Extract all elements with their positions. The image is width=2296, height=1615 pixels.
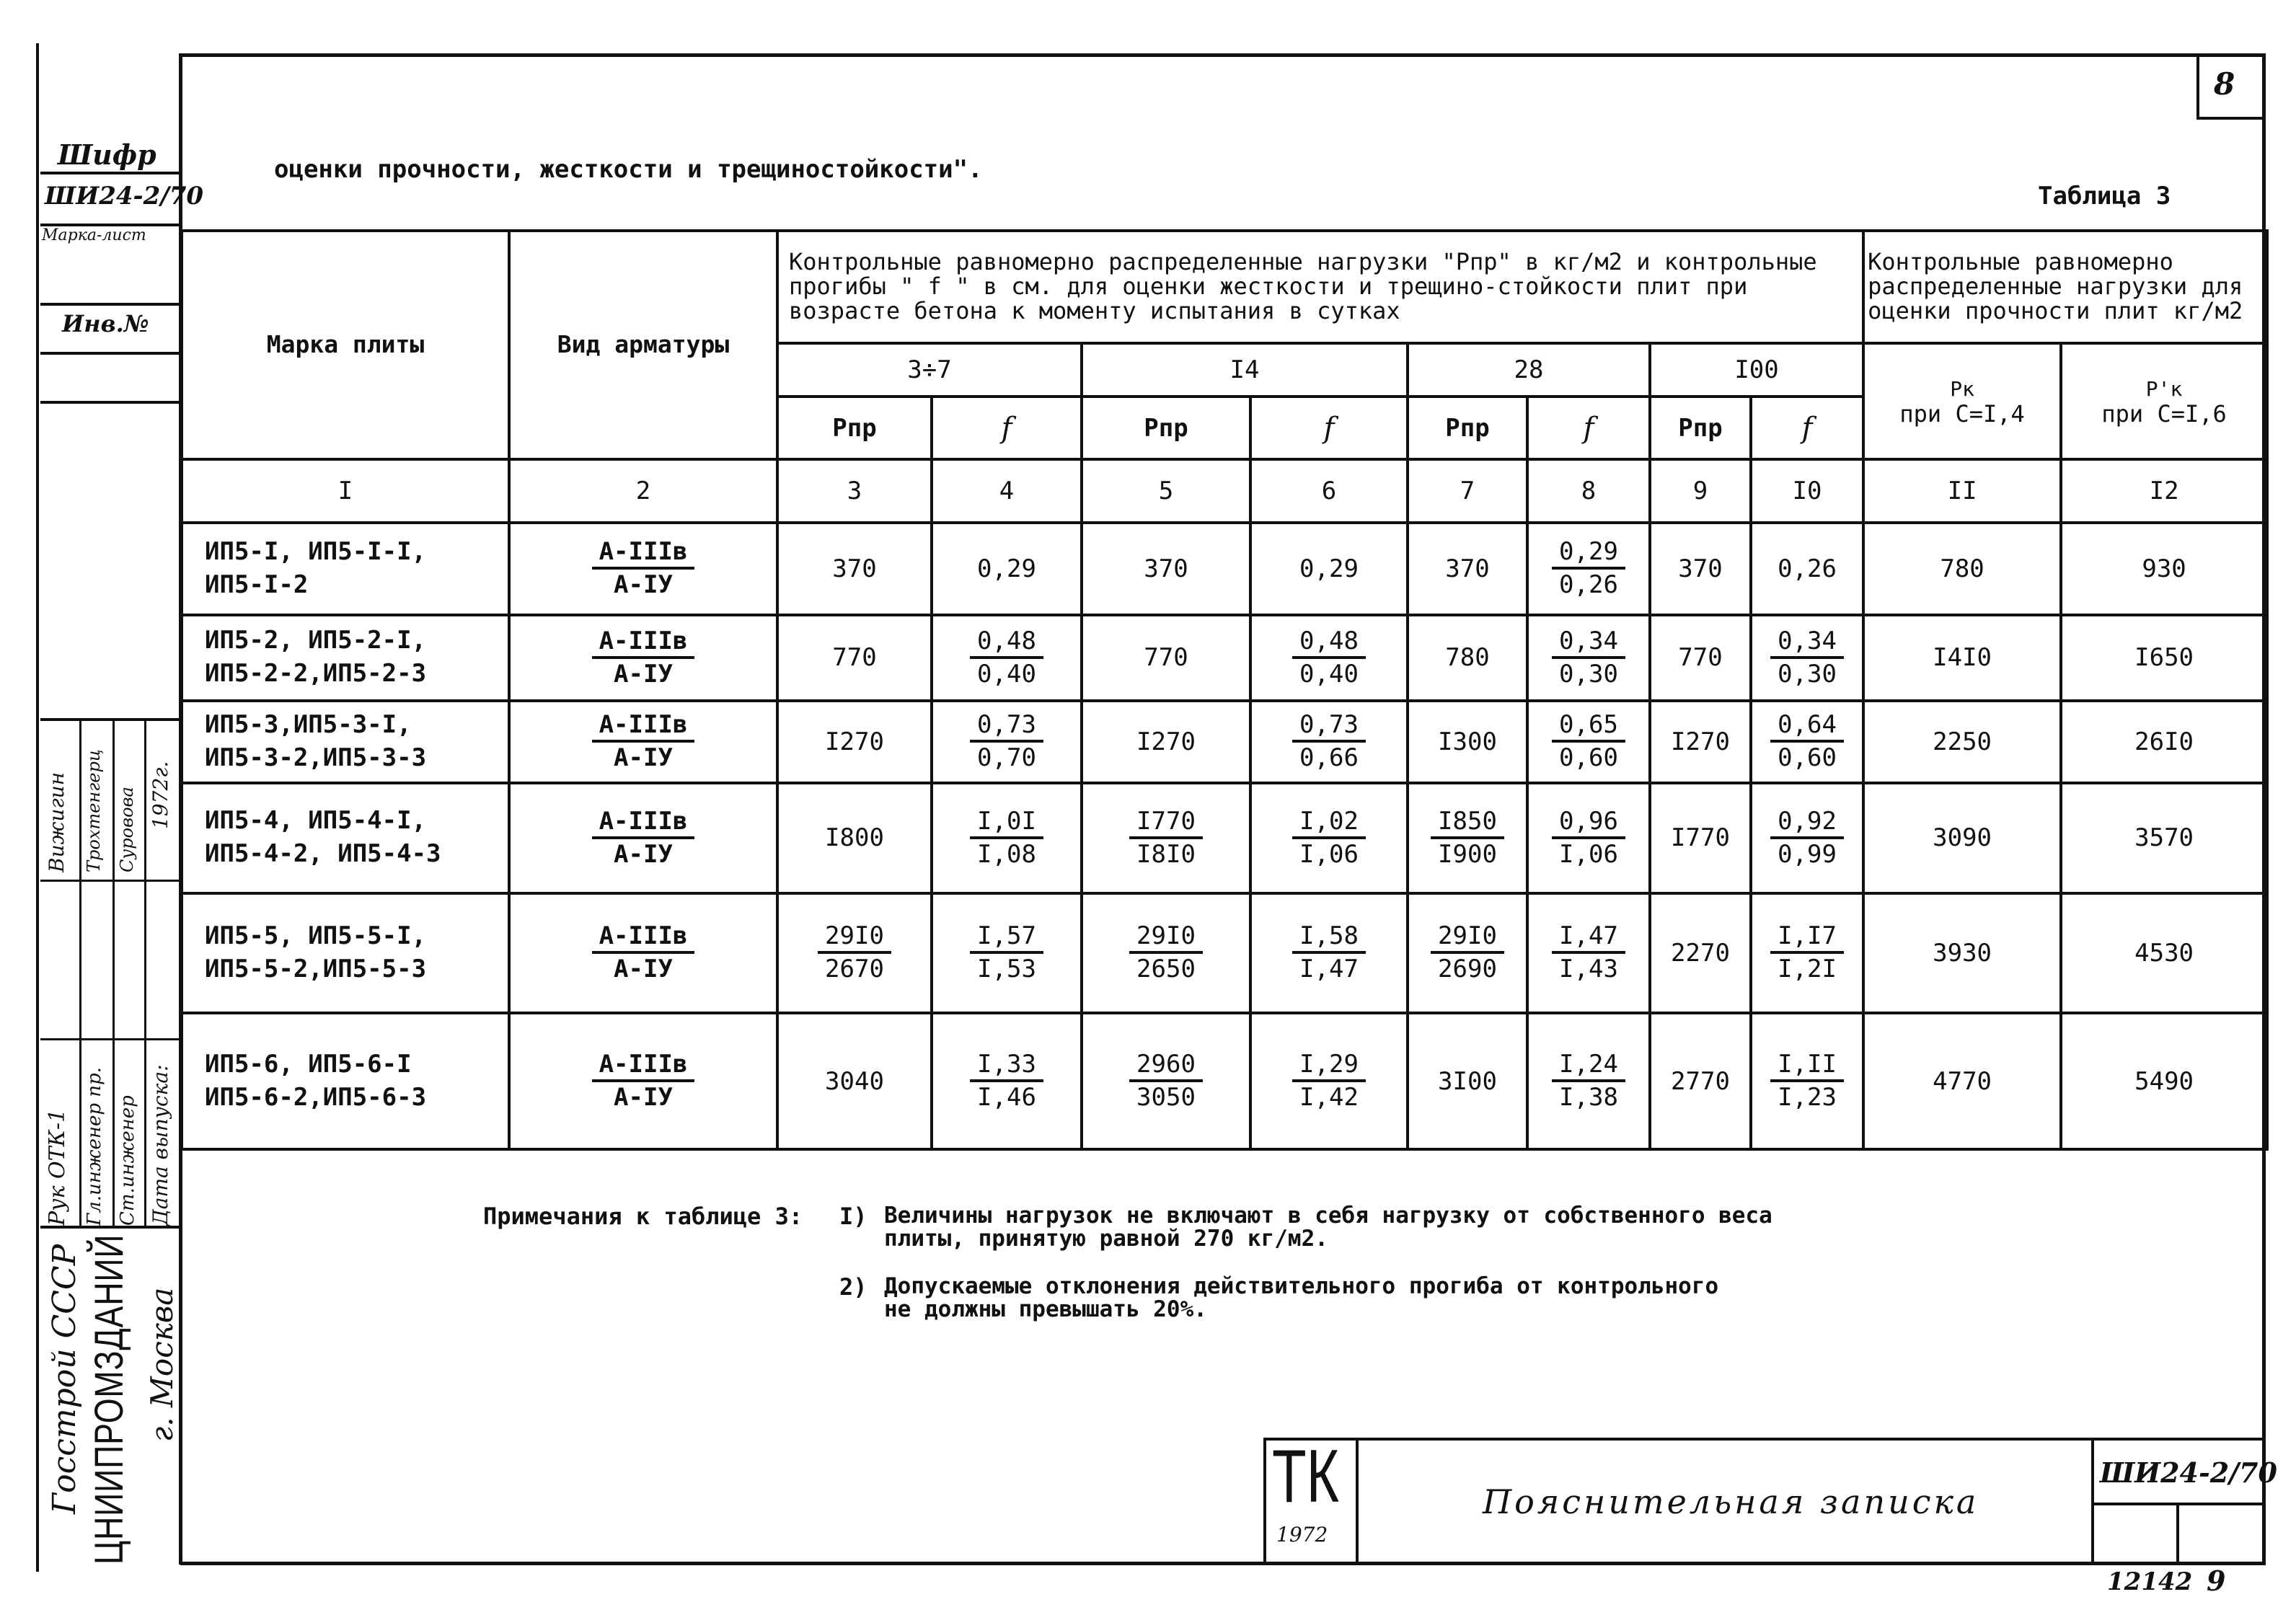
value: 770 [832, 643, 877, 673]
age-28: 28 [1408, 343, 1650, 397]
outer-frame-bottom [180, 1562, 2266, 1565]
value-top: 0,65 [1552, 710, 1625, 743]
value-cell [932, 701, 1082, 783]
armature-type: А-IIIв [592, 1050, 695, 1082]
armature-type: А-IУ [614, 659, 673, 689]
value: 0,29 [1299, 554, 1359, 583]
value: 770 [1144, 643, 1188, 673]
armature-type: А-IIIв [592, 807, 695, 839]
value-cell [1408, 893, 1527, 1013]
value-cell [1751, 615, 1863, 700]
col-number: II [1863, 459, 2061, 522]
sub-f: f [1250, 397, 1408, 459]
plate-mark-cell [182, 615, 509, 700]
value-cell [1082, 523, 1250, 616]
armature-cell [509, 1013, 777, 1149]
value: 4770 [1933, 1066, 1992, 1096]
value-cell [1527, 615, 1650, 700]
value-bottom: 2690 [1438, 955, 1497, 984]
armature-type: А-IУ [614, 1082, 673, 1112]
col-number: 2 [509, 459, 777, 522]
plate-mark: ИП5-I-2 [205, 570, 309, 599]
col-number: 3 [777, 459, 932, 522]
age-14: I4 [1082, 343, 1408, 397]
plate-mark-cell [182, 1013, 509, 1149]
value-cell [2061, 893, 2267, 1013]
value-cell [777, 783, 932, 894]
signer-name: Вижигин [45, 771, 69, 872]
plate-mark: ИП5-2, ИП5-2-I, [205, 626, 427, 655]
tk-year: 1972 [1276, 1523, 1328, 1547]
table-row [182, 701, 2267, 783]
release-date-label: Дата выпуска: [149, 1064, 172, 1226]
shifr-value: ШИ24-2/70 [45, 182, 204, 211]
value-cell [1250, 1013, 1408, 1149]
value: 4530 [2134, 939, 2194, 968]
value-bottom: 0,70 [977, 743, 1036, 772]
value-cell [1863, 523, 2061, 616]
signer-name: Суровова [117, 787, 137, 872]
value: I270 [1671, 727, 1730, 756]
header-mark: Марка плиты [182, 231, 509, 459]
value-cell [1863, 893, 2061, 1013]
plate-mark: ИП5-4-2, ИП5-4-3 [205, 839, 441, 869]
document-code: ШИ24-2/70 [2100, 1456, 2277, 1489]
armature-cell [509, 701, 777, 783]
value: 370 [1445, 554, 1490, 583]
value-bottom: 0,66 [1299, 743, 1359, 772]
value-top: I,02 [1292, 807, 1366, 839]
table-row [182, 615, 2267, 700]
tk-mark: ТК [1272, 1435, 1340, 1518]
armature-cell [509, 615, 777, 700]
archive-number: 12142 [2107, 1567, 2193, 1596]
value-cell [1408, 523, 1527, 616]
note-line: Допускаемые отклонения действительного прогиба от контрольного [884, 1273, 1719, 1299]
plate-mark-cell [182, 701, 509, 783]
value-top: 0,48 [1292, 627, 1366, 659]
value-cell [1650, 615, 1751, 700]
title-block-divider [2091, 1438, 2094, 1565]
value: 930 [2142, 554, 2186, 583]
value-bottom: 0,40 [977, 659, 1036, 689]
release-year: 1972г. [149, 761, 172, 829]
value: 370 [1144, 554, 1188, 583]
sub-p: Рпр [1650, 397, 1751, 459]
sheet-number: 8 [2214, 66, 2235, 102]
value-top: I,57 [970, 921, 1043, 954]
sub-f: f [1751, 397, 1863, 459]
value-bottom: I,42 [1299, 1082, 1359, 1112]
value-cell [1863, 701, 2061, 783]
value: I800 [825, 823, 884, 853]
signer-name: Трохтенгерц [84, 749, 104, 872]
value-cell [1082, 701, 1250, 783]
value: 3570 [2134, 823, 2194, 853]
value-top: 0,73 [970, 710, 1043, 743]
value-top: 2960 [1129, 1050, 1203, 1082]
value-top: 29I0 [818, 921, 891, 954]
value-bottom: 0,30 [1778, 659, 1837, 689]
control-loads-table [180, 229, 2269, 1151]
value-cell [1250, 523, 1408, 616]
org-ministry: Госстрой СССР [46, 1244, 83, 1514]
sheet-box-bottom [2196, 117, 2266, 120]
sub-f: f [1527, 397, 1650, 459]
value: 3090 [1933, 823, 1992, 853]
plate-mark: ИП5-3,ИП5-3-I, [205, 709, 412, 739]
value-bottom: 0,40 [1299, 659, 1359, 689]
armature-type: А-IIIв [592, 710, 695, 743]
stamp-line [40, 1038, 180, 1040]
outer-frame-top [180, 53, 2266, 57]
value-top: I,29 [1292, 1050, 1366, 1082]
value-cell [1527, 783, 1650, 894]
value-top: I,58 [1292, 921, 1366, 954]
value-cell [1863, 1013, 2061, 1149]
value-cell [1650, 893, 1751, 1013]
value: 2250 [1933, 727, 1992, 756]
value-bottom: I,43 [1559, 955, 1618, 984]
value-cell [1751, 701, 1863, 783]
value-cell [1527, 701, 1650, 783]
value-cell [1751, 893, 1863, 1013]
value-bottom: I,06 [1559, 839, 1618, 869]
value-bottom: I,53 [977, 955, 1036, 984]
value-cell [1250, 783, 1408, 894]
value-cell [1082, 615, 1250, 700]
value-cell [2061, 783, 2267, 894]
value-bottom: I,38 [1559, 1082, 1618, 1112]
armature-type: А-IУ [614, 743, 673, 772]
value-cell [932, 783, 1082, 894]
value: 770 [1678, 643, 1723, 673]
table-row [182, 523, 2267, 616]
value-top: 29I0 [1431, 921, 1504, 954]
value: I270 [1136, 727, 1196, 756]
signature-role: Гл.инженер пр. [84, 1067, 105, 1226]
value-cell [777, 1013, 932, 1149]
armature-cell [509, 893, 777, 1013]
table-row [182, 783, 2267, 894]
value-cell [2061, 1013, 2267, 1149]
armature-type: А-IIIв [592, 921, 695, 954]
title-block-top [1265, 1438, 2266, 1441]
value-bottom: I,23 [1778, 1082, 1837, 1112]
value-cell [2061, 523, 2267, 616]
note-number: I) [839, 1203, 867, 1230]
value: 370 [1678, 554, 1723, 583]
document-title: Пояснительная записка [1483, 1482, 1979, 1521]
table-row [182, 893, 2267, 1013]
plate-mark-cell [182, 523, 509, 616]
value-bottom: I,08 [977, 839, 1036, 869]
value-cell [777, 701, 932, 783]
value: 3I00 [1438, 1066, 1497, 1096]
col-number: 8 [1527, 459, 1650, 522]
sub-p: Рпр [777, 397, 932, 459]
inv-label: Инв.№ [62, 310, 149, 337]
plate-mark: ИП5-5-2,ИП5-5-3 [205, 955, 427, 984]
note-line: плиты, принятую равной 270 кг/м2. [884, 1226, 1328, 1252]
value: 2270 [1671, 939, 1730, 968]
value: 0,29 [977, 554, 1036, 583]
col-number: I0 [1751, 459, 1863, 522]
value-cell [1863, 615, 2061, 700]
note-line: не должны превышать 20%. [884, 1296, 1207, 1322]
plate-mark: ИП5-4, ИП5-4-I, [205, 806, 427, 836]
value-cell [1082, 893, 1250, 1013]
value-cell [1751, 783, 1863, 894]
stamp-line [40, 718, 180, 721]
value-cell [2061, 701, 2267, 783]
value-cell [1527, 523, 1650, 616]
title-block-code-vline [2176, 1503, 2179, 1565]
col-number: I [182, 459, 509, 522]
value: I270 [825, 727, 884, 756]
armature-type: А-IУ [614, 839, 673, 869]
value-cell [1082, 783, 1250, 894]
value-cell [1250, 893, 1408, 1013]
armature-type: А-IIIв [592, 627, 695, 659]
sub-pk-c16 [2061, 343, 2267, 460]
value-cell [1650, 1013, 1751, 1149]
value-cell [1250, 701, 1408, 783]
value: 2770 [1671, 1066, 1730, 1096]
header-armature: Вид арматуры [509, 231, 777, 459]
value-bottom: 0,60 [1778, 743, 1837, 772]
stamp-line [40, 880, 180, 882]
value-cell [777, 523, 932, 616]
page-number: 9 [2207, 1565, 2226, 1597]
value-cell [1863, 783, 2061, 894]
value-top: 0,34 [1552, 627, 1625, 659]
value-cell [1527, 893, 1650, 1013]
value-bottom: 0,26 [1559, 570, 1618, 600]
org-name: ЦНИИПРОМЗДАНИЙ [86, 1234, 131, 1565]
value-cell [1082, 1013, 1250, 1149]
value-cell [1408, 783, 1527, 894]
col-number: 6 [1250, 459, 1408, 522]
plate-mark: ИП5-6, ИП5-6-I [205, 1049, 412, 1079]
sub-pk-c14 [1863, 343, 2061, 460]
value-bottom: 2650 [1136, 955, 1196, 984]
value-bottom: 3050 [1136, 1082, 1196, 1112]
plate-mark: ИП5-6-2,ИП5-6-3 [205, 1082, 427, 1112]
pk-condition: при С=I,6 [2101, 399, 2227, 428]
value-top: I,II [1770, 1050, 1844, 1082]
value: 3040 [825, 1066, 884, 1096]
title-block-left [1263, 1438, 1266, 1565]
value: 0,26 [1778, 554, 1837, 583]
value-top: 0,29 [1552, 537, 1625, 570]
value-bottom: I,06 [1299, 839, 1359, 869]
plate-mark-cell [182, 893, 509, 1013]
value-cell [1527, 1013, 1650, 1149]
value-top: 29I0 [1129, 921, 1203, 954]
value-cell [2061, 615, 2267, 700]
stamp-line [40, 1226, 180, 1229]
table-caption: Таблица 3 [2038, 182, 2171, 211]
plate-mark: ИП5-5, ИП5-5-I, [205, 921, 427, 951]
pk-symbol: Р'к [2145, 377, 2183, 402]
value-top: I,I7 [1770, 921, 1844, 954]
armature-cell [509, 783, 777, 894]
intro-text: оценки прочности, жесткости и трещиностойкости". [274, 155, 983, 184]
value-top: 0,48 [970, 627, 1043, 659]
value-cell [777, 893, 932, 1013]
value-top: 0,73 [1292, 710, 1366, 743]
value-cell [1408, 1013, 1527, 1149]
value-bottom: I,2I [1778, 955, 1837, 984]
col-number: I2 [2061, 459, 2267, 522]
col-number: 4 [932, 459, 1082, 522]
age-3-7: 3÷7 [777, 343, 1082, 397]
header-control-loads: Контрольные равномерно распределенные нагрузки "Рпр" в кг/м2 и контрольные прогибы " f " в см. для оценки жесткости и трещино-стойкости плит при возрасте бетона к моменту испытания в сутках [777, 231, 1863, 343]
pk-symbol: Рк [1950, 377, 1974, 402]
value-bottom: I900 [1438, 839, 1497, 869]
note-line: Величины нагрузок не включают в себя нагрузку от собственного веса [884, 1203, 1772, 1229]
armature-type: А-IIIв [592, 537, 695, 570]
col-number: 5 [1082, 459, 1250, 522]
value: I300 [1438, 727, 1497, 756]
plate-mark: ИП5-3-2,ИП5-3-3 [205, 743, 427, 772]
stamp-line [40, 172, 180, 174]
value-top: 0,64 [1770, 710, 1844, 743]
armature-type: А-IУ [614, 570, 673, 600]
value-top: 0,96 [1552, 807, 1625, 839]
value: 3930 [1933, 939, 1992, 968]
marka-label: Марка-лист [42, 226, 146, 244]
column-number-row [182, 459, 2267, 522]
stamp-line [40, 303, 180, 306]
stamp-vline [112, 718, 115, 1226]
value-top: I770 [1129, 807, 1203, 839]
plate-mark-cell [182, 783, 509, 894]
value-top: I,33 [970, 1050, 1043, 1082]
value: I770 [1671, 823, 1730, 853]
value: 780 [1445, 643, 1490, 673]
value: I650 [2134, 643, 2194, 673]
value-cell [1408, 701, 1527, 783]
value-cell [932, 893, 1082, 1013]
value-bottom: 0,99 [1778, 839, 1837, 869]
value-cell [932, 615, 1082, 700]
sheet-box-left [2196, 53, 2199, 120]
col-number: 7 [1408, 459, 1527, 522]
value-bottom: I8I0 [1136, 839, 1196, 869]
org-city: г. Москва [144, 1287, 180, 1442]
value-cell [1751, 523, 1863, 616]
value-top: I850 [1431, 807, 1504, 839]
value-cell [777, 615, 932, 700]
armature-cell [509, 523, 777, 616]
notes-label: Примечания к таблице 3: [483, 1203, 803, 1230]
value: 26I0 [2134, 727, 2194, 756]
sub-p: Рпр [1082, 397, 1250, 459]
binding-line [36, 43, 39, 1572]
value-cell [1650, 783, 1751, 894]
shifr-label: Шифр [58, 138, 156, 171]
header-strength-loads: Контрольные равномерно распределенные нагрузки для оценки прочности плит кг/м2 [1863, 231, 2267, 343]
plate-mark: ИП5-I, ИП5-I-I, [205, 537, 427, 567]
value: 780 [1940, 554, 1984, 583]
pk-condition: при С=I,4 [1899, 399, 2025, 428]
value-cell [932, 1013, 1082, 1149]
stamp-line [40, 401, 180, 404]
value-top: I,47 [1552, 921, 1625, 954]
value-bottom: 2670 [825, 955, 884, 984]
value-cell [932, 523, 1082, 616]
signature-role: Рук ОТК-1 [45, 1108, 70, 1226]
age-100: I00 [1650, 343, 1863, 397]
value-cell [1408, 615, 1527, 700]
value-top: I,0I [970, 807, 1043, 839]
value-bottom: 0,30 [1559, 659, 1618, 689]
value-top: I,24 [1552, 1050, 1625, 1082]
value-top: 0,34 [1770, 627, 1844, 659]
value-bottom: 0,60 [1559, 743, 1618, 772]
value-cell [1250, 615, 1408, 700]
plate-mark: ИП5-2-2,ИП5-2-3 [205, 659, 427, 689]
table-row [182, 1013, 2267, 1149]
note-number: 2) [839, 1273, 867, 1301]
value-cell [1650, 523, 1751, 616]
stamp-vline [144, 718, 146, 1226]
value: I4I0 [1933, 643, 1992, 673]
armature-type: А-IУ [614, 955, 673, 984]
col-number: 9 [1650, 459, 1751, 522]
sub-p: Рпр [1408, 397, 1527, 459]
value: 370 [832, 554, 877, 583]
value-cell [1751, 1013, 1863, 1149]
value-top: 0,92 [1770, 807, 1844, 839]
value-bottom: I,47 [1299, 955, 1359, 984]
signature-role: Ст.инженер [117, 1095, 138, 1226]
value-cell [1650, 701, 1751, 783]
stamp-vline [79, 718, 81, 1226]
title-block-divider [1356, 1438, 1359, 1565]
sub-f: f [932, 397, 1082, 459]
value: 5490 [2134, 1066, 2194, 1096]
value-bottom: I,46 [977, 1082, 1036, 1112]
stamp-line [40, 352, 180, 355]
